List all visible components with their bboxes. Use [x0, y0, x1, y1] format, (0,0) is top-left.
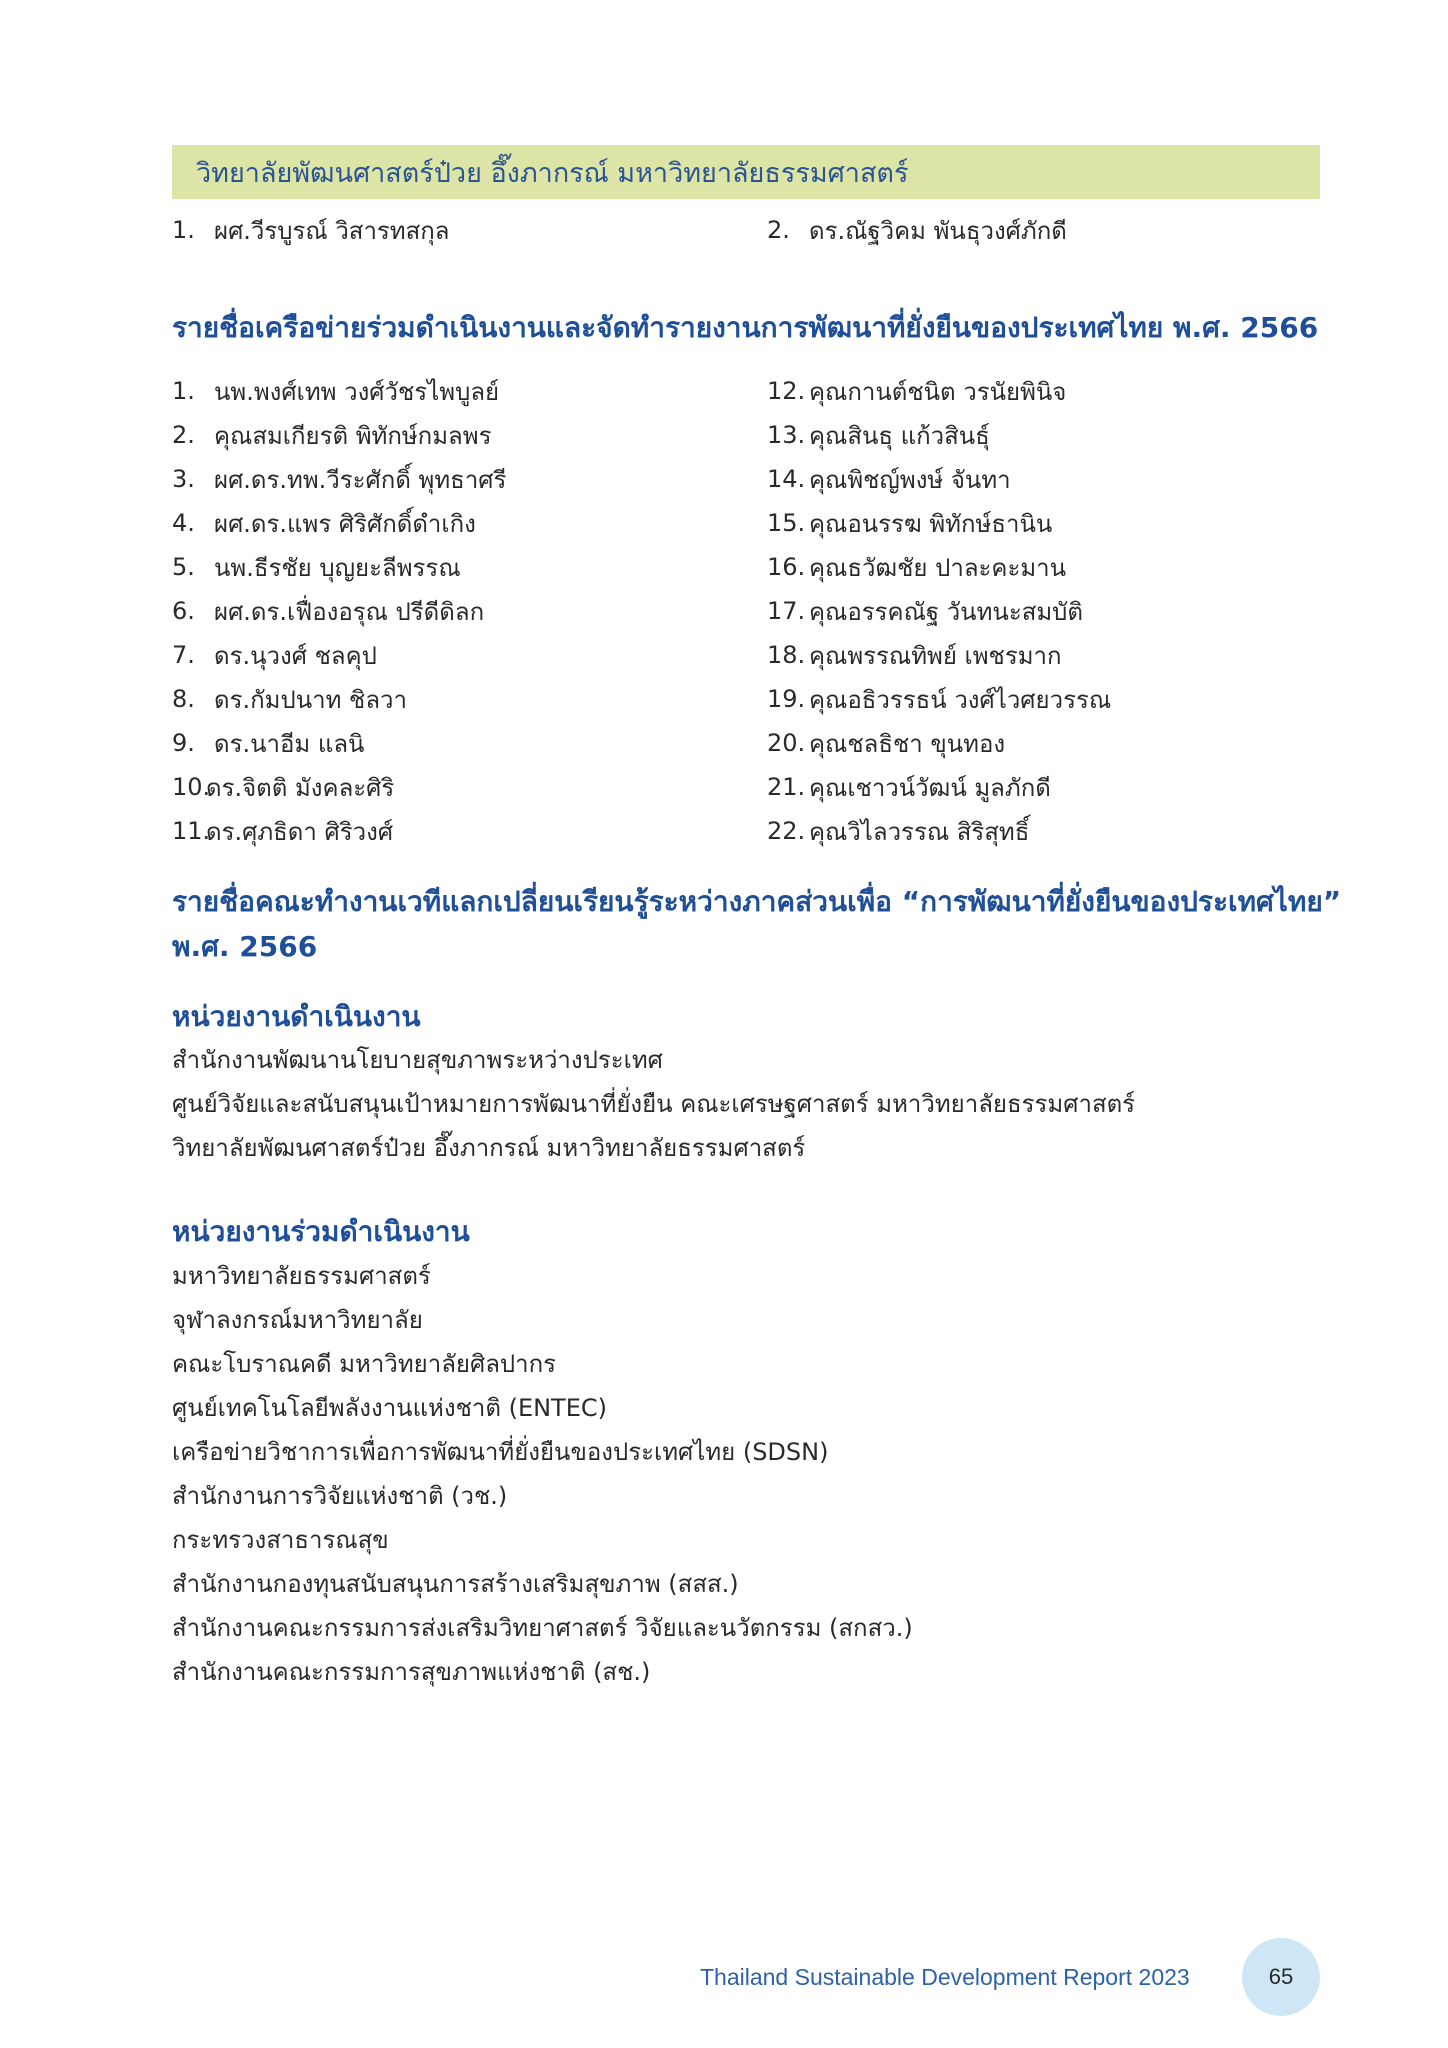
co-operating-unit-item: สำนักงานคณะกรรมการส่งเสริมวิทยาศาสตร์ วิจัยและนวัตกรรม (สกสว.) — [172, 1613, 913, 1642]
list-item: 4. ผศ.ดร.แพร ศิริศักดิ์ดำเกิง — [172, 509, 476, 538]
workshop-heading-line1: รายชื่อคณะทำงานเวทีแลกเปลี่ยนเรียนรู้ระหว่างภาคส่วนเพื่อ “การพัฒนาที่ยั่งยืนของประเทศไทย” — [172, 885, 1342, 918]
page-number: 65 — [1268, 1964, 1294, 1989]
list-item: 19. คุณอธิวรรธน์ วงศ์ไวศยวรรณ — [767, 685, 1112, 714]
list-item: 6. ผศ.ดร.เฟื่องอรุณ ปรีดีดิลก — [172, 597, 485, 626]
operating-units-heading: หน่วยงานดำเนินงาน — [172, 1000, 421, 1033]
operating-unit-item: ศูนย์วิจัยและสนับสนุนเป้าหมายการพัฒนาที่ยั่งยืน คณะเศรษฐศาสตร์ มหาวิทยาลัยธรรมศาสตร์ — [172, 1089, 1136, 1118]
co-operating-units-heading: หน่วยงานร่วมดำเนินงาน — [172, 1215, 470, 1248]
co-operating-unit-item: ศูนย์เทคโนโลยีพลังงานแห่งชาติ (ENTEC) — [172, 1393, 607, 1422]
list-item: 18. คุณพรรณทิพย์ เพชรมาก — [767, 641, 1062, 670]
list-item: 13. คุณสินธุ แก้วสินธุ์ — [767, 421, 990, 450]
co-operating-unit-item: มหาวิทยาลัยธรรมศาสตร์ — [172, 1261, 431, 1290]
co-operating-unit-item: คณะโบราณคดี มหาวิทยาลัยศิลปากร — [172, 1349, 557, 1378]
list-item: 5. นพ.ธีรชัย บุญยะลีพรรณ — [172, 553, 461, 582]
co-operating-unit-item: กระทรวงสาธารณสุข — [172, 1525, 389, 1554]
footer-report-title: Thailand Sustainable Development Report 2023 — [700, 1963, 1190, 1990]
list-item: 8. ดร.กัมปนาท ชิลวา — [172, 685, 407, 714]
list-item: 11. ดร.ศุภธิดา ศิริวงศ์ — [172, 817, 394, 846]
co-operating-unit-item: เครือข่ายวิชาการเพื่อการพัฒนาที่ยั่งยืนของประเทศไทย (SDSN) — [172, 1437, 829, 1466]
co-operating-unit-item: จุฬาลงกรณ์มหาวิทยาลัย — [172, 1305, 423, 1334]
list-item: 2. ดร.ณัฐวิคม พันธุวงศ์ภักดี — [767, 216, 1067, 245]
co-operating-unit-item: สำนักงานคณะกรรมการสุขภาพแห่งชาติ (สช.) — [172, 1657, 651, 1686]
list-item: 15. คุณอนรรฆ พิทักษ์ธานิน — [767, 509, 1053, 538]
co-operating-unit-item: สำนักงานการวิจัยแห่งชาติ (วช.) — [172, 1481, 508, 1510]
list-item: 21. คุณเชาวน์วัฒน์ มูลภักดี — [767, 773, 1051, 802]
section-banner — [172, 145, 1320, 199]
page-number-badge — [1242, 1938, 1320, 2016]
co-operating-unit-item: สำนักงานกองทุนสนับสนุนการสร้างเสริมสุขภาพ (สสส.) — [172, 1569, 739, 1598]
list-item: 7. ดร.นุวงศ์ ชลคุป — [172, 641, 377, 670]
section-banner-title: วิทยาลัยพัฒนศาสตร์ป๋วย อึ๊งภากรณ์ มหาวิทยาลัยธรรมศาสตร์ — [196, 157, 909, 189]
list-item: 16. คุณธวัฒชัย ปาละคะมาน — [767, 553, 1067, 582]
list-item: 17. คุณอรรคณัฐ วันทนะสมบัติ — [767, 597, 1083, 626]
network-heading: รายชื่อเครือข่ายร่วมดำเนินงานและจัดทำรายงานการพัฒนาที่ยั่งยืนของประเทศไทย พ.ศ. 2566 — [172, 311, 1319, 344]
list-item: 3. ผศ.ดร.ทพ.วีระศักดิ์ พุทธาศรี — [172, 465, 507, 494]
list-item: 2. คุณสมเกียรติ พิทักษ์กมลพร — [172, 421, 492, 450]
list-item: 1. นพ.พงศ์เทพ วงศ์วัชรไพบูลย์ — [172, 377, 500, 406]
list-item: 14. คุณพิชญ์พงษ์ จันทา — [767, 465, 1011, 494]
list-item: 9. ดร.นาอีม แลนิ — [172, 729, 365, 758]
list-item: 1. ผศ.วีรบูรณ์ วิสารทสกุล — [172, 216, 450, 245]
workshop-heading-line2: พ.ศ. 2566 — [172, 930, 318, 963]
list-item: 12. คุณกานต์ชนิต วรนัยพินิจ — [767, 377, 1067, 406]
list-item: 20. คุณชลธิชา ขุนทอง — [767, 729, 1006, 758]
operating-unit-item: วิทยาลัยพัฒนศาสตร์ป๋วย อึ๊งภากรณ์ มหาวิทยาลัยธรรมศาสตร์ — [172, 1133, 806, 1162]
list-item: 22. คุณวิไลวรรณ สิริสุทธิ์ — [767, 817, 1030, 846]
operating-unit-item: สำนักงานพัฒนานโยบายสุขภาพระหว่างประเทศ — [172, 1045, 663, 1074]
list-item: 10. ดร.จิตติ มังคละศิริ — [172, 773, 395, 802]
